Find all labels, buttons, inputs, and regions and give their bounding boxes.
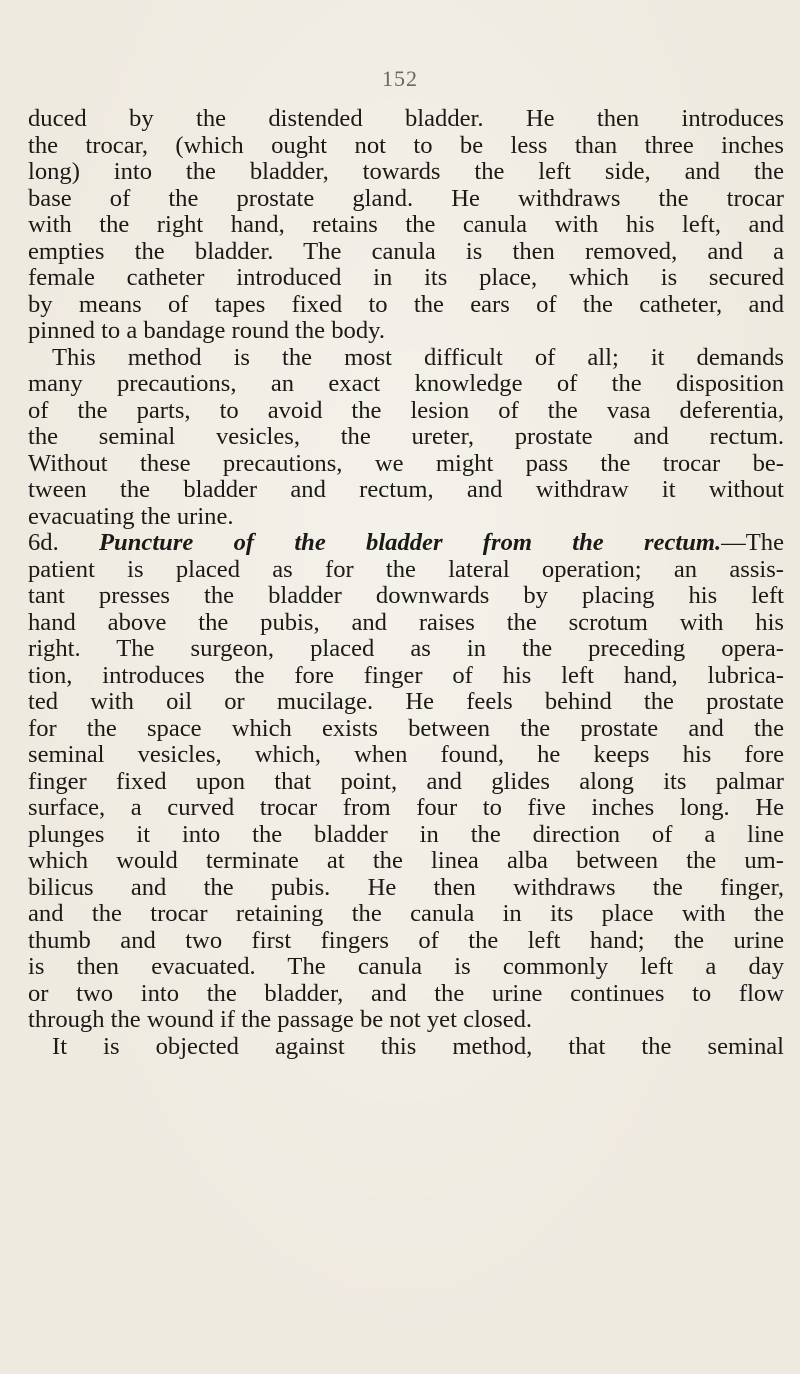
text-line: bilicus and the pubis. He then withdraws the finger, <box>28 874 784 901</box>
section-heading-line <box>28 530 784 557</box>
text-line: or two into the bladder, and the urine continues to flow <box>28 980 784 1007</box>
page-number: 152 <box>382 66 418 91</box>
text-line: through the wound if the passage be not yet closed. <box>28 1007 533 1033</box>
text-line: pinned to a bandage round the body. <box>28 318 385 344</box>
text-line: It is objected against this method, that the seminal <box>52 1033 784 1060</box>
text-line: the trocar, (which ought not to be less than three inches <box>28 132 784 159</box>
text-line: finger fixed upon that point, and glides along its palmar <box>28 768 784 795</box>
body-text <box>28 106 784 1060</box>
text-line: base of the prostate gland. He withdraws the trocar <box>28 185 784 212</box>
text-line: Without these precautions, we might pass the trocar be- <box>28 450 784 477</box>
text-line: is then evacuated. The canula is commonly left a day <box>28 954 784 980</box>
text-line: with the right hand, retains the canula with his left, and <box>28 212 784 238</box>
text-line: evacuating the urine. <box>28 503 234 530</box>
text-line: seminal vesicles, which, when found, he keeps his fore <box>28 742 784 768</box>
text-line: thumb and two first fingers of the left hand; the urine <box>28 927 784 954</box>
text-line: This method is the most difficult of all; it demands <box>52 344 784 371</box>
text-line: for the space which exists between the prostate and the <box>28 715 784 742</box>
text-line: tween the bladder and rectum, and withdraw it without <box>28 477 784 503</box>
text-line: ted with oil or mucilage. He feels behind the prostate <box>28 689 784 715</box>
text-line: empties the bladder. The canula is then removed, and a <box>28 238 784 265</box>
text-line: female catheter introduced in its place, which is secured <box>28 265 784 291</box>
section-title: Puncture of the bladder from the rectum. <box>99 530 722 556</box>
text-line: long) into the bladder, towards the left side, and the <box>28 159 784 185</box>
text-line: hand above the pubis, and raises the scrotum with his <box>28 609 784 636</box>
text-line: which would terminate at the linea alba between the um- <box>28 848 784 874</box>
text-line: right. The surgeon, placed as in the preceding opera- <box>28 636 784 662</box>
text-line: many precautions, an exact knowledge of the disposition <box>28 371 784 397</box>
text-line: surface, a curved trocar from four to five inches long. He <box>28 795 784 821</box>
text-line: duced by the distended bladder. He then introduces <box>28 106 784 132</box>
text-line: the seminal vesicles, the ureter, prostate and rectum. <box>28 424 784 450</box>
text-line: by means of tapes fixed to the ears of the catheter, and <box>28 291 784 318</box>
text-line: of the parts, to avoid the lesion of the vasa deferentia, <box>28 397 784 424</box>
section-dash-text: —The <box>721 530 784 556</box>
section-number: 6d. <box>28 530 59 556</box>
text-line: tant presses the bladder downwards by placing his left <box>28 583 784 609</box>
text-line: and the trocar retaining the canula in its place with the <box>28 901 784 927</box>
text-line: tion, introduces the fore finger of his left hand, lubrica- <box>28 662 784 689</box>
text-line: patient is placed as for the lateral operation; an assis- <box>28 556 784 583</box>
text-line: plunges it into the bladder in the direction of a line <box>28 821 784 848</box>
